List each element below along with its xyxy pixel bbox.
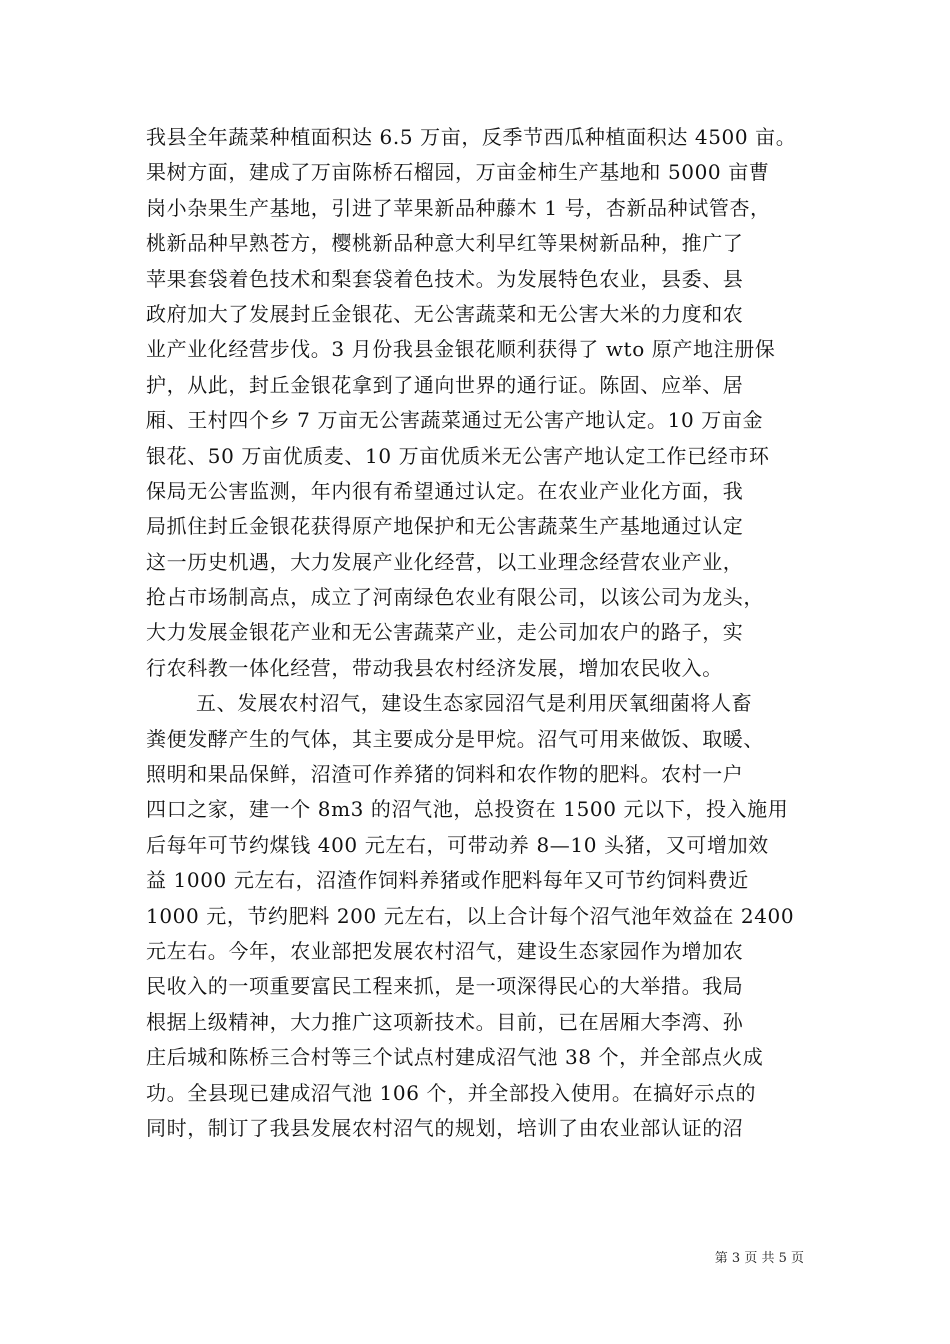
text-line: 行农科教一体化经营，带动我县农村经济发展，增加农民收入。 xyxy=(146,655,723,680)
text-line: 抢占市场制高点，成立了河南绿色农业有限公司，以该公司为龙头， xyxy=(146,585,764,610)
text-line: 功。全县现已建成沼气池 106 个，并全部投入使用。在搞好示点的 xyxy=(146,1080,757,1105)
text-line: 后每年可节约煤钱 400 元左右，可带动养 8—10 头猪，又可增加效 xyxy=(146,832,769,857)
text-line: 政府加大了发展封丘金银花、无公害蔬菜和无公害大米的力度和农 xyxy=(146,301,744,326)
text-line: 照明和果品保鲜，沼渣可作养猪的饲料和农作物的肥料。农村一户 xyxy=(146,762,744,787)
text-line: 四口之家，建一个 8m3 的沼气池，总投资在 1500 元以下，投入施用 xyxy=(146,797,789,822)
text-line: 厢、王村四个乡 7 万亩无公害蔬菜通过无公害产地认定。10 万亩金 xyxy=(146,408,764,433)
text-line: 这一历史机遇，大力发展产业化经营，以工业理念经营农业产业， xyxy=(146,549,744,574)
text-line: 益 1000 元左右，沼渣作饲料养猪或作肥料每年又可节约饲料费近 xyxy=(146,868,749,893)
text-line: 保局无公害监测，年内很有希望通过认定。在农业产业化方面，我 xyxy=(146,478,744,503)
text-line: 大力发展金银花产业和无公害蔬菜产业，走公司加农户的路子，实 xyxy=(146,620,744,645)
body-text xyxy=(146,120,806,1146)
text-line: 岗小杂果生产基地，引进了苹果新品种藤木 1 号，杏新品种试管杏， xyxy=(146,195,771,220)
section-heading-line: 五、发展农村沼气，建设生态家园沼气是利用厌氧细菌将人畜 xyxy=(196,691,753,716)
text-line: 银花、50 万亩优质麦、10 万亩优质米无公害产地认定工作已经市环 xyxy=(146,443,770,468)
page-number-footer: 第 3 页 共 5 页 xyxy=(714,1251,804,1266)
text-line: 元左右。今年，农业部把发展农村沼气，建设生态家园作为增加农 xyxy=(146,938,744,963)
text-line: 庄后城和陈桥三合村等三个试点村建成沼气池 38 个，并全部点火成 xyxy=(146,1045,764,1070)
text-line: 同时，制订了我县发展农村沼气的规划，培训了由农业部认证的沼 xyxy=(146,1115,744,1140)
text-line: 果树方面，建成了万亩陈桥石榴园，万亩金柿生产基地和 5000 亩曹 xyxy=(146,160,770,185)
text-line: 根据上级精神，大力推广这项新技术。目前，已在居厢大李湾、孙 xyxy=(146,1009,744,1034)
text-line: 民收入的一项重要富民工程来抓，是一项深得民心的大举措。我局 xyxy=(146,974,744,999)
text-line: 业产业化经营步伐。3 月份我县金银花顺利获得了 wto 原产地注册保 xyxy=(146,337,776,362)
text-line: 桃新品种早熟苍方，樱桃新品种意大利早红等果树新品种，推广了 xyxy=(146,231,744,256)
text-line: 苹果套袋着色技术和梨套袋着色技术。为发展特色农业，县委、县 xyxy=(146,266,744,291)
text-line: 1000 元，节约肥料 200 元左右，以上合计每个沼气池年效益在 2400 xyxy=(146,903,795,928)
text-line: 粪便发酵产生的气体，其主要成分是甲烷。沼气可用来做饭、取暖、 xyxy=(146,726,764,751)
text-line: 护，从此，封丘金银花拿到了通向世界的通行证。陈固、应举、居 xyxy=(146,372,744,397)
text-line: 局抓住封丘金银花获得原产地保护和无公害蔬菜生产基地通过认定 xyxy=(146,514,744,539)
text-line: 我县全年蔬菜种植面积达 6.5 万亩，反季节西瓜种植面积达 4500 亩。 xyxy=(146,125,797,149)
